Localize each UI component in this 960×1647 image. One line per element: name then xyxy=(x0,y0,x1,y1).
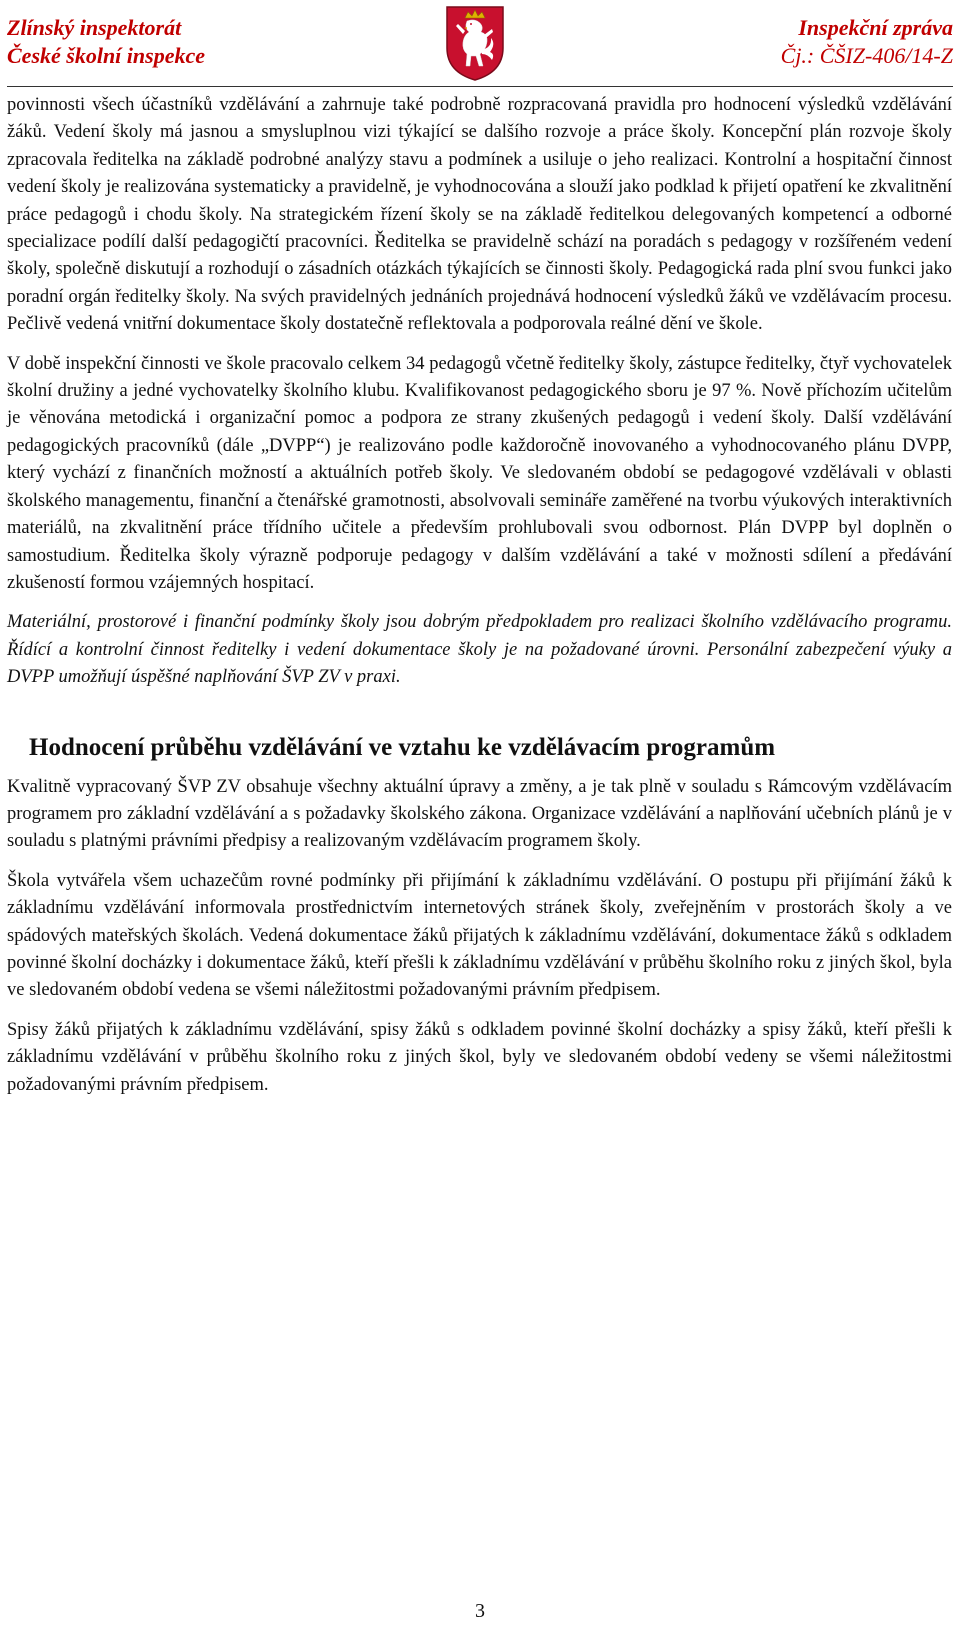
reference-number: Čj.: ČŠIZ-406/14-Z xyxy=(780,43,953,68)
inspectorate-line2: České školní inspekce xyxy=(7,43,205,68)
body-paragraph-1: povinnosti všech účastníků vzdělávání a zahrnuje také podrobně rozpracovaná pravidla pro hodnocení výsledků vzdělávání žáků. Vedení školy má jasnou a smysluplnou vizi týkající se dalšího rozvoje a práce školy. Koncepční plán rozvoje školy zpracovala ředitelka na základě podrobné analýzy stavu a podmínek a usiluje o jeho realizaci. Kontrolní a hospitační činnost vedení školy je realizována systematicky a pravidelně, je vyhodnocována a slouží jako podklad k přijetí opatření ke zkvalitnění práce pedagogů i chodu školy. Na strategickém řízení školy se na základě ředitelkou delegovaných kompetencí a odborné specializace podílí další pedagogičtí pracovníci. Ředitelka se pravidelně schází na poradách s pedagogy v rozšířeném vedení školy, společně diskutují a rozhodují o zásadních otázkách týkajících se činnosti školy. Pedagogická rada plní svou funkci jako poradní orgán ředitelky školy. Na svých pravidelných jednáních projednává hodnocení výsledků žáků ve vzdělávacím procesu. Pečlivě vedená vnitřní dokumentace školy dostatečně reflektovala a podporovala reálné dění ve škole. xyxy=(7,95,952,335)
page-number: 3 xyxy=(475,1600,485,1622)
section-heading: Hodnocení průběhu vzdělávání ve vztahu ke vzdělávacím programům xyxy=(29,733,776,761)
czech-lion-coat-of-arms-icon xyxy=(444,4,506,82)
document-type: Inspekční zpráva xyxy=(798,15,953,40)
page-header xyxy=(0,0,960,90)
body-paragraph-5: Škola vytvářela všem uchazečům rovné podmínky při přijímání k základnímu vzdělávání. O postupu při přijímání žáků k základnímu vzdělávání informovala prostřednictvím internetových stránek školy, zveřejněním v prostorách školy a ve spádových mateřských školách. Vedená dokumentace žáků přijatých k základnímu vzdělávání, dokumentace žáků s odkladem povinné školní docházky i dokumentace žáků, kteří přešli k základnímu vzdělávání v průběhu školního roku z jiných škol, byla ve sledovaném období vedena se všemi náležitostmi požadovanými právním předpisem. xyxy=(7,870,952,1001)
summary-paragraph-italic: Materiální, prostorové i finanční podmínky školy jsou dobrým předpokladem pro realizaci školního vzdělávacího programu. Řídící a kontrolní činnost ředitelky i vedení dokumentace školy je na požadované úrovni. Personální zabezpečení výuky a DVPP umožňují úspěšné naplňování ŠVP ZV v praxi. xyxy=(7,612,952,688)
body-paragraph-6: Spisy žáků přijatých k základnímu vzdělávání, spisy žáků s odkladem povinné školní docházky a spisy žáků, kteří přešli k základnímu vzdělávání v průběhu školního roku z jiných škol, byly ve sledovaném období vedeny se všemi náležitostmi požadovanými právním předpisem. xyxy=(7,1019,952,1095)
document-body xyxy=(7,92,952,1099)
inspectorate-name xyxy=(7,14,205,70)
report-identification xyxy=(781,14,953,70)
inspectorate-line1: Zlínský inspektorát xyxy=(7,15,182,40)
body-paragraph-4: Kvalitně vypracovaný ŠVP ZV obsahuje všechny aktuální úpravy a změny, a je tak plně v souladu s Rámcovým vzdělávacím programem pro základní vzdělávání a s požadavky školského zákona. Organizace vzdělávání a naplňování učebních plánů je v souladu s platnými právními předpisy a realizovaným vzdělávacím programem školy. xyxy=(7,776,952,852)
body-paragraph-2: V době inspekční činnosti ve škole pracovalo celkem 34 pedagogů včetně ředitelky školy, zástupce ředitelky, čtyř vychovatelek školní družiny a jedné vychovatelky školního klubu. Kvalifikovanost pedagogického sboru je 97 %. Nově příchozím učitelům je věnována metodická i organizační pomoc a podpora ze strany zkušených pedagogů i vedení školy. Další vzdělávání pedagogických pracovníků (dále „DVPP“) je realizováno podle každoročně inovovaného a vyhodnocovaného plánu DVPP, který vychází z finančních možností a aktuálních potřeb školy. Ve sledovaném období se pedagogové vzdělávali v oblasti školského managementu, finanční a čtenářské gramotnosti, absolvovali semináře zaměřené na tvorbu výukových interaktivních materiálů, na zkvalitnění práce třídního učitele a především prohlubovali svou odbornost. Plán DVPP byl doplněn o samostudium. Ředitelka školy výrazně podporuje pedagogy v dalším vzdělávání a také v možnosti sdílení a předávání zkušeností formou vzájemných hospitací. xyxy=(7,353,952,593)
header-divider xyxy=(7,86,953,87)
